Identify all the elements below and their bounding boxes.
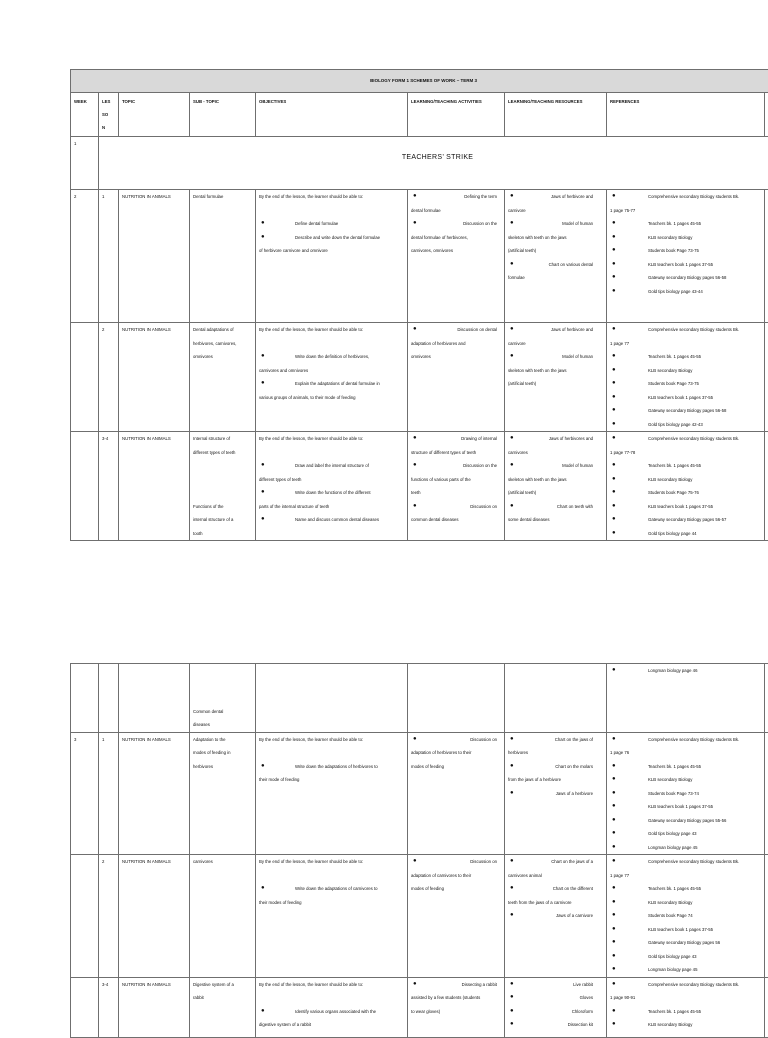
resource-item: ● Chart on various dental [508, 258, 603, 272]
resource-continued: skeleton with teeth on the jaws [508, 473, 603, 487]
activity-continued: omnivores [411, 350, 501, 364]
resource-continued: (artificial teeth) [508, 486, 603, 500]
spacer [259, 337, 404, 351]
objectives-intro: By the end of the lesson, the learner should be able to: [259, 432, 404, 446]
topic-cell: NUTRITION IN ANIMALS [119, 432, 190, 541]
topic-cell: NUTRITION IN ANIMALS [119, 323, 190, 432]
references-cell [607, 855, 765, 978]
subtopic-line: Internal structure of [193, 432, 252, 446]
reference-item: ● Comprehensive secondary Biology students Bk. [610, 190, 761, 204]
spacer [259, 869, 404, 883]
resource-item: ● Model of human [508, 459, 603, 473]
activity-continued: adaptation of carnivores to their [411, 869, 501, 883]
spacer [259, 204, 404, 218]
reference-item: ● Longman biology page 45 [610, 963, 761, 977]
topic-cell: NUTRITION IN ANIMALS [119, 855, 190, 978]
strike-row [71, 137, 768, 190]
reference-item: ● Gold tips biology page 44 [610, 527, 761, 541]
objective-continued: of herbivore carnivore and omnivore [259, 244, 404, 258]
reference-item: ● Gateway secondary Biology pages 56-58 [610, 404, 761, 418]
resources-cell [505, 855, 607, 978]
reference-item: ● Students book Page 73-75 [610, 377, 761, 391]
subtopic-line: different types of teeth [193, 446, 252, 460]
objective-item: ● Describe and write down the dental formulae [259, 231, 404, 245]
header-activities: LEARNING/TEACHING ACTIVITIES [408, 93, 505, 137]
objective-item: ● Write down the adaptations of herbivores to [259, 760, 404, 774]
resources-cell [505, 732, 607, 855]
objectives-cell [256, 432, 408, 541]
resource-continued: carnivores [508, 446, 603, 460]
extra-cell [765, 855, 768, 978]
resource-continued: carnivores animal [508, 869, 603, 883]
activity-continued: structure of different types of teeth [411, 446, 501, 460]
objectives-intro: By the end of the lesson, the learner should be able to: [259, 978, 404, 992]
header-row [71, 93, 768, 137]
reference-item: ● Students book Page 73-74 [610, 787, 761, 801]
activity-continued: teeth [411, 486, 501, 500]
activity-continued: adaptation of herbivores and [411, 337, 501, 351]
subtopic-cell [190, 190, 256, 323]
reference-item: ● Longman biology page 46 [610, 664, 761, 678]
activity-item: ● Discussion on [411, 855, 501, 869]
reference-item: ● KLB teachers book 1 pages 37-55 [610, 800, 761, 814]
objectives-intro: By the end of the lesson, the learner should be able to: [259, 855, 404, 869]
subtopic-cell [190, 732, 256, 855]
table-row [71, 190, 768, 323]
resource-item: ● Chart on the molars [508, 760, 603, 774]
objectives-cell [256, 977, 408, 1037]
subtopic-line [193, 664, 252, 678]
activity-continued: dental formulae of herbivores, [411, 231, 501, 245]
scheme-table-page-1 [70, 69, 768, 541]
objective-continued: carnivores and omnivores [259, 364, 404, 378]
objective-item: ● Write down the definition of herbivores, [259, 350, 404, 364]
resource-continued: teeth from the jaws of a carnivore [508, 896, 603, 910]
subtopic-cell [190, 664, 256, 733]
subtopic-line [193, 678, 252, 692]
objective-continued: parts of the internal structure of teeth [259, 500, 404, 514]
activity-continued: common dental diseases [411, 513, 501, 527]
reference-item: ● KLB secondary Biology [610, 473, 761, 487]
objective-continued: various groups of animals, to their mode of feeding [259, 391, 404, 405]
resource-item: ● Jaws of herbivore and [508, 323, 603, 337]
lesson-cell: 1 [99, 732, 119, 855]
objectives-intro: By the end of the lesson, the learner should be able to: [259, 323, 404, 337]
reference-item: ● KLB secondary Biology [610, 364, 761, 378]
resource-item: ● Chart on teeth with [508, 500, 603, 514]
resources-cell [505, 977, 607, 1037]
table-row [71, 432, 768, 541]
header-resources: LEARNING/TEACHING RESOURCES [505, 93, 607, 137]
objective-item: ● Draw and label the internal structure of [259, 459, 404, 473]
header-extra [765, 93, 768, 137]
resource-continued: (artificial teeth) [508, 377, 603, 391]
objective-continued: their mode of feeding [259, 773, 404, 787]
activity-continued: adaptation of herbivores to their [411, 746, 501, 760]
activity-item: ● Discussion on [411, 500, 501, 514]
resources-cell [505, 323, 607, 432]
topic-cell: NUTRITION IN ANIMALS [119, 190, 190, 323]
subtopic-cell [190, 977, 256, 1037]
resource-continued: skeleton with teeth on the jaws [508, 364, 603, 378]
week-cell: 2 [71, 190, 99, 323]
objective-item: ● Write down the functions of the different [259, 486, 404, 500]
resource-item: ● Jaws of herbivores and [508, 432, 603, 446]
reference-item: ● Teachers bk. 1 pages 45-55 [610, 350, 761, 364]
resources-cell [505, 432, 607, 541]
reference-item: ● Gateway secondary Biology pages 56 [610, 936, 761, 950]
reference-item: ● Gold tips biology page 43 [610, 827, 761, 841]
reference-item: ● KLB teachers book 1 pages 37-55 [610, 923, 761, 937]
reference-item: ● KLB secondary Biology [610, 773, 761, 787]
reference-item: ● Gateway secondary Biology pages 55-56 [610, 814, 761, 828]
reference-continued: 1 page 77 [610, 869, 761, 883]
reference-item: ● Gold tips biology page 43-44 [610, 285, 761, 299]
activity-continued: functions of various parts of the [411, 473, 501, 487]
reference-item: ● Teachers bk. 1 pages 45-55 [610, 459, 761, 473]
topic-cell [119, 664, 190, 733]
subtopic-line [193, 486, 252, 500]
lesson-cell: 2 [99, 855, 119, 978]
reference-item: ● Comprehensive secondary Biology students Bk. [610, 855, 761, 869]
activities-cell [408, 977, 505, 1037]
resource-continued: some dental diseases [508, 513, 603, 527]
week-cell [71, 323, 99, 432]
lesson-cell [99, 664, 119, 733]
activity-item: ● Discussion on [411, 733, 501, 747]
activity-continued: modes of feeding [411, 882, 501, 896]
subtopic-line: carnivores [193, 855, 252, 869]
objective-item: ● Identify various organs associated with the [259, 1005, 404, 1019]
subtopic-line: Dental adaptations of [193, 323, 252, 337]
resource-item: ● Chart on the jaws of a [508, 855, 603, 869]
resource-continued: carnivore [508, 204, 603, 218]
strike-cell [99, 137, 768, 190]
topic-cell: NUTRITION IN ANIMALS [119, 977, 190, 1037]
reference-item: ● Comprehensive secondary Biology students Bk. [610, 432, 761, 446]
reference-continued: 1 page 76 [610, 746, 761, 760]
resource-item: ● Chart on the jaws of [508, 733, 603, 747]
resources-cell [505, 664, 607, 733]
references-cell [607, 190, 765, 323]
reference-item: ● KLB secondary Biology [610, 896, 761, 910]
resources-cell [505, 190, 607, 323]
activity-continued: modes of feeding [411, 760, 501, 774]
objective-continued: digestive system of a rabbit [259, 1018, 404, 1032]
subtopic-line: herbivores, carnivores, [193, 337, 252, 351]
objectives-cell [256, 855, 408, 978]
activity-continued: dental formulae [411, 204, 501, 218]
reference-continued: 1 page 75-77 [610, 204, 761, 218]
resource-item: ● Chart on the different [508, 882, 603, 896]
header-week: WEEK [71, 93, 99, 137]
subtopic-line: Dental formulae [193, 190, 252, 204]
spacer [259, 991, 404, 1005]
reference-item: ● KLB teachers book 1 pages 37-55 [610, 391, 761, 405]
subtopic-line: herbivores [193, 760, 252, 774]
objective-continued: different types of teeth [259, 473, 404, 487]
subtopic-line [193, 691, 252, 705]
reference-continued: 1 page 90-91 [610, 991, 761, 1005]
activities-cell [408, 323, 505, 432]
lesson-cell: 2 [99, 323, 119, 432]
objective-item: ● Name and discuss common dental diseases [259, 513, 404, 527]
objective-item: ● Define dental formulae [259, 217, 404, 231]
activity-continued: assisted by a few students (students [411, 991, 501, 1005]
subtopic-line: Digestive system of a [193, 978, 252, 992]
week-cell [71, 664, 99, 733]
objectives-cell [256, 190, 408, 323]
activity-item: ● Defining the term [411, 190, 501, 204]
resource-continued: skeleton with teeth on the jaws [508, 231, 603, 245]
subtopic-line: Functions of the [193, 500, 252, 514]
subtopic-cell [190, 432, 256, 541]
reference-continued: 1 page 77-78 [610, 446, 761, 460]
reference-continued: 1 page 77 [610, 337, 761, 351]
resource-item: ● Live rabbit [508, 978, 603, 992]
header-subtopic: SUB - TOPIC [190, 93, 256, 137]
resource-item: ● Jaws of a herbivore [508, 787, 603, 801]
extra-cell [765, 323, 768, 432]
activity-item: ● Dissecting a rabbit [411, 978, 501, 992]
objectives-cell [256, 664, 408, 733]
activity-item: ● Discussion on the [411, 459, 501, 473]
activity-continued: to wear gloves) [411, 1005, 501, 1019]
activities-cell [408, 732, 505, 855]
references-cell [607, 432, 765, 541]
objectives-cell [256, 732, 408, 855]
subtopic-line: rabbit [193, 991, 252, 1005]
reference-item: ● Gold tips biology page 43 [610, 950, 761, 964]
reference-item: ● Teachers bk. 1 pages 45-55 [610, 217, 761, 231]
resource-continued: formulae [508, 271, 603, 285]
references-cell [607, 977, 765, 1037]
week-cell [71, 432, 99, 541]
activities-cell [408, 190, 505, 323]
reference-item: ● Comprehensive secondary Biology students Bk. [610, 978, 761, 992]
subtopic-line: modes of feeding in [193, 746, 252, 760]
table-row [71, 323, 768, 432]
resource-continued: herbivores [508, 746, 603, 760]
reference-item: ● Teachers bk. 1 pages 45-55 [610, 1005, 761, 1019]
references-cell [607, 732, 765, 855]
subtopic-line: Adaptation to the [193, 733, 252, 747]
reference-item: ● Gold tips biology page 42-43 [610, 418, 761, 432]
reference-item: ● Students book Page 73-75 [610, 244, 761, 258]
table-row [71, 977, 768, 1037]
subtopic-line: internal structure of a [193, 513, 252, 527]
resource-item: ● Jaws of a carnivore [508, 909, 603, 923]
strike-text: TEACHERS’ STRIKE [99, 137, 768, 175]
reference-item: ● Gateway secondary Biology pages 56-58 [610, 271, 761, 285]
topic-cell: NUTRITION IN ANIMALS [119, 732, 190, 855]
reference-item: ● Gateway secondary Biology pages 56-57 [610, 513, 761, 527]
objective-continued: their modes of feeding [259, 896, 404, 910]
objectives-intro: By the end of the lesson, the learner should be able to: [259, 190, 404, 204]
spacer [259, 746, 404, 760]
header-lesson: LES SO N [99, 93, 119, 137]
activities-cell [408, 664, 505, 733]
strike-week: 1 [71, 137, 99, 190]
activity-item: ● Drawing of internal [411, 432, 501, 446]
reference-item: ● Comprehensive secondary Biology students Bk. [610, 733, 761, 747]
table-row [71, 732, 768, 855]
lesson-cell: 3-4 [99, 977, 119, 1037]
reference-item: ● Teachers bk. 1 pages 45-55 [610, 760, 761, 774]
lesson-cell: 3-4 [99, 432, 119, 541]
reference-item: ● KLB teachers book 1 pages 37-55 [610, 500, 761, 514]
resource-continued: carnivore [508, 337, 603, 351]
reference-item: ● Students book Page 75-76 [610, 486, 761, 500]
header-topic: TOPIC [119, 93, 190, 137]
subtopic-line: tooth [193, 527, 252, 541]
subtopic-line: Common dental [193, 705, 252, 719]
activity-item: ● Discussion on the [411, 217, 501, 231]
lesson-cell: 1 [99, 190, 119, 323]
resource-item: ● Jaws of herbivore and [508, 190, 603, 204]
subtopic-cell [190, 323, 256, 432]
subtopic-line [193, 473, 252, 487]
resource-item: ● Dissection kit [508, 1018, 603, 1032]
extra-cell [765, 432, 768, 541]
scheme-table-page-2 [70, 663, 768, 1038]
reference-item: ● KLB teachers book 1 pages 37-55 [610, 258, 761, 272]
table-title: BIOLOGY FORM 1 SCHEMES OF WORK – TERM 3 [71, 70, 768, 93]
subtopic-line: omnivores [193, 350, 252, 364]
objectives-cell [256, 323, 408, 432]
resource-item: ● Model of human [508, 350, 603, 364]
extra-cell [765, 732, 768, 855]
table-row [71, 855, 768, 978]
activity-item: ● Discussion on dental [411, 323, 501, 337]
resource-item: ● Model of human [508, 217, 603, 231]
objective-item: ● Write down the adaptations of carnivores to [259, 882, 404, 896]
subtopic-line: diseases [193, 718, 252, 732]
reference-item: ● KLB secondary Biology [610, 1018, 761, 1032]
resource-continued: from the jaws of a herbivore [508, 773, 603, 787]
objectives-intro: By the end of the lesson, the learner should be able to: [259, 733, 404, 747]
references-cell [607, 323, 765, 432]
reference-item: ● Teachers bk. 1 pages 45-55 [610, 882, 761, 896]
resource-continued: (artificial teeth) [508, 244, 603, 258]
week-cell [71, 855, 99, 978]
week-cell [71, 977, 99, 1037]
resource-item: ● Gloves [508, 991, 603, 1005]
reference-item: ● Longman biology page 45 [610, 841, 761, 855]
table-row [71, 664, 768, 733]
header-objectives: OBJECTIVES [256, 93, 408, 137]
header-references: REFERENCES [607, 93, 765, 137]
reference-item: ● Comprehensive secondary Biology students Bk. [610, 323, 761, 337]
activities-cell [408, 855, 505, 978]
extra-cell [765, 664, 768, 733]
extra-cell [765, 190, 768, 323]
references-cell [607, 664, 765, 733]
objective-item: ● Explain the adaptations of dental formulae in [259, 377, 404, 391]
reference-item: ● Students book Page 74 [610, 909, 761, 923]
subtopic-cell [190, 855, 256, 978]
resource-item: ● Chloroform [508, 1005, 603, 1019]
activities-cell [408, 432, 505, 541]
subtopic-line [193, 459, 252, 473]
extra-cell [765, 977, 768, 1037]
week-cell: 3 [71, 732, 99, 855]
spacer [259, 446, 404, 460]
reference-item: ● KLB secondary Biology [610, 231, 761, 245]
activity-continued: carnivores, omnivores [411, 244, 501, 258]
